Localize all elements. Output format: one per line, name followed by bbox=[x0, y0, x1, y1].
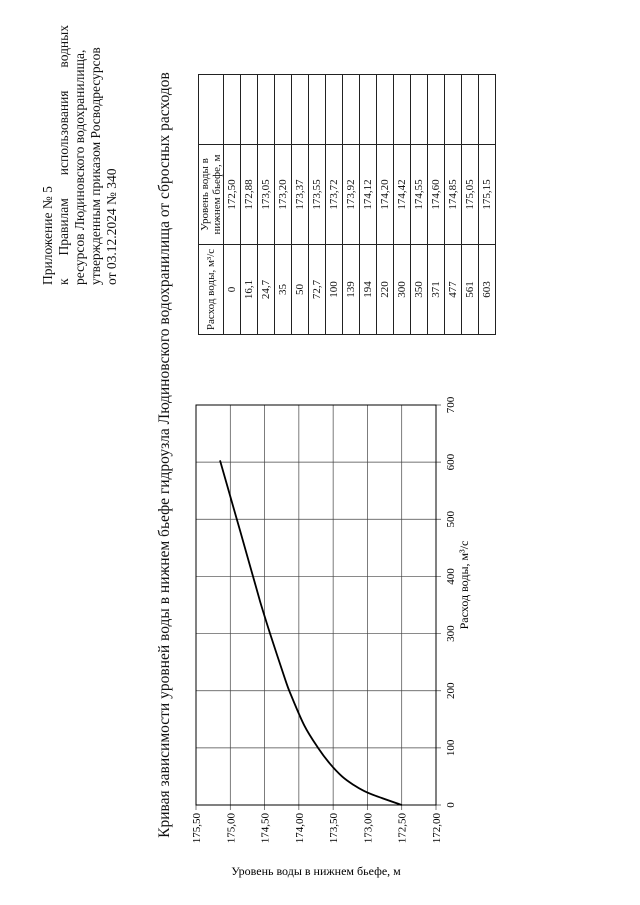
table-row bbox=[292, 75, 309, 335]
table-cell-discharge: 603 bbox=[479, 245, 496, 335]
appendix-word: водных bbox=[56, 25, 71, 68]
table-cell-empty bbox=[428, 75, 445, 145]
appendix-line-2: ресурсов Людиновского водохранилища, bbox=[72, 49, 87, 285]
table-cell-discharge: 371 bbox=[428, 245, 445, 335]
table-cell-empty bbox=[241, 75, 258, 145]
y-tick-label: 174,50 bbox=[259, 813, 272, 844]
table-row bbox=[224, 75, 241, 335]
table-cell-level: 173,37 bbox=[292, 145, 309, 245]
table-header-discharge: Расход воды, м³/с bbox=[199, 245, 224, 335]
table-cell-discharge: 0 bbox=[224, 245, 241, 335]
table-row bbox=[241, 75, 258, 335]
appendix-line-1 bbox=[56, 25, 72, 285]
table-cell-empty bbox=[479, 75, 496, 145]
table-cell-discharge: 300 bbox=[394, 245, 411, 335]
table-cell-empty bbox=[326, 75, 343, 145]
table-cell-empty bbox=[411, 75, 428, 145]
y-tick-label: 172,50 bbox=[396, 813, 409, 844]
x-tick-label: 300 bbox=[445, 625, 457, 642]
appendix-line-4: от 03.12.2024 № 340 bbox=[104, 168, 119, 285]
table-header-empty bbox=[199, 75, 224, 145]
table-cell-discharge: 72,7 bbox=[309, 245, 326, 335]
table-cell-empty bbox=[360, 75, 377, 145]
table-cell-empty bbox=[462, 75, 479, 145]
x-axis-label: Расход воды, м³/с bbox=[457, 540, 471, 630]
appendix-header bbox=[40, 25, 120, 285]
x-tick-label: 400 bbox=[445, 568, 457, 585]
appendix-word: использования bbox=[56, 90, 71, 176]
table-row bbox=[394, 75, 411, 335]
table-cell-empty bbox=[258, 75, 275, 145]
appendix-word: к bbox=[56, 278, 71, 285]
table-cell-empty bbox=[377, 75, 394, 145]
table-cell-level: 173,55 bbox=[309, 145, 326, 245]
y-tick-label: 173,00 bbox=[362, 813, 375, 844]
table-cell-discharge: 350 bbox=[411, 245, 428, 335]
x-tick-label: 100 bbox=[445, 739, 457, 757]
table-cell-level: 173,20 bbox=[275, 145, 292, 245]
table-row bbox=[309, 75, 326, 335]
table-cell-level: 172,88 bbox=[241, 145, 258, 245]
table-row bbox=[411, 75, 428, 335]
table-cell-level: 174,85 bbox=[445, 145, 462, 245]
rating-curve-line bbox=[220, 460, 402, 805]
table-header-row bbox=[199, 75, 224, 335]
table-cell-level: 172,50 bbox=[224, 145, 241, 245]
table-row bbox=[343, 75, 360, 335]
discharge-level-table bbox=[198, 74, 496, 335]
table-cell-discharge: 50 bbox=[292, 245, 309, 335]
table-cell-discharge: 194 bbox=[360, 245, 377, 335]
table-cell-discharge: 24,7 bbox=[258, 245, 275, 335]
table-row bbox=[258, 75, 275, 335]
x-tick-label: 600 bbox=[445, 453, 457, 471]
x-tick-labels bbox=[445, 396, 457, 808]
table-cell-empty bbox=[343, 75, 360, 145]
x-tick-label: 700 bbox=[445, 396, 457, 414]
appendix-word: Правилам bbox=[56, 198, 71, 256]
table-cell-level: 175,05 bbox=[462, 145, 479, 245]
table-cell-level: 173,92 bbox=[343, 145, 360, 245]
x-tick-label: 0 bbox=[445, 802, 457, 808]
x-tick-label: 200 bbox=[445, 682, 457, 699]
document-title: Кривая зависимости уровней воды в нижнем бьефе гидроузла Людиновского водохранилища от сбросных расходов bbox=[156, 72, 173, 838]
table-cell-empty bbox=[394, 75, 411, 145]
table-cell-discharge: 100 bbox=[326, 245, 343, 335]
table-cell-empty bbox=[275, 75, 292, 145]
table-row bbox=[326, 75, 343, 335]
table-cell-level: 173,72 bbox=[326, 145, 343, 245]
table-row bbox=[445, 75, 462, 335]
table-row bbox=[479, 75, 496, 335]
table-cell-discharge: 16,1 bbox=[241, 245, 258, 335]
table-cell-discharge: 561 bbox=[462, 245, 479, 335]
table-cell-discharge: 220 bbox=[377, 245, 394, 335]
table-cell-level: 174,60 bbox=[428, 145, 445, 245]
table-cell-empty bbox=[445, 75, 462, 145]
y-axis-title: Уровень воды в нижнем бьефе, м bbox=[231, 864, 401, 878]
table-cell-level: 175,15 bbox=[479, 145, 496, 245]
table-cell-level: 174,20 bbox=[377, 145, 394, 245]
table-row bbox=[360, 75, 377, 335]
table-cell-level: 174,12 bbox=[360, 145, 377, 245]
y-tick-label: 175,50 bbox=[191, 813, 203, 844]
y-tick-label: 172,00 bbox=[431, 813, 443, 844]
table-cell-level: 173,05 bbox=[258, 145, 275, 245]
table-cell-discharge: 35 bbox=[275, 245, 292, 335]
y-tick-label: 174,00 bbox=[293, 813, 306, 844]
y-tick-label: 175,00 bbox=[225, 813, 238, 844]
table-row bbox=[428, 75, 445, 335]
table-cell-empty bbox=[309, 75, 326, 145]
table-row bbox=[275, 75, 292, 335]
table-cell-empty bbox=[224, 75, 241, 145]
table-cell-level: 174,42 bbox=[394, 145, 411, 245]
appendix-number: Приложение № 5 bbox=[40, 186, 55, 285]
table-cell-discharge: 139 bbox=[343, 245, 360, 335]
rating-curve-chart bbox=[180, 345, 640, 905]
table-cell-level: 174,55 bbox=[411, 145, 428, 245]
table-row bbox=[462, 75, 479, 335]
table-cell-discharge: 477 bbox=[445, 245, 462, 335]
y-tick-label: 173,50 bbox=[328, 813, 341, 844]
table-row bbox=[377, 75, 394, 335]
table-header-level: Уровень воды в нижнем бьефе, м bbox=[199, 145, 224, 245]
x-tick-label: 500 bbox=[445, 511, 457, 528]
appendix-line-3: утвержденным приказом Росводресурсов bbox=[88, 47, 103, 285]
table-cell-empty bbox=[292, 75, 309, 145]
y-tick-labels bbox=[191, 813, 443, 844]
